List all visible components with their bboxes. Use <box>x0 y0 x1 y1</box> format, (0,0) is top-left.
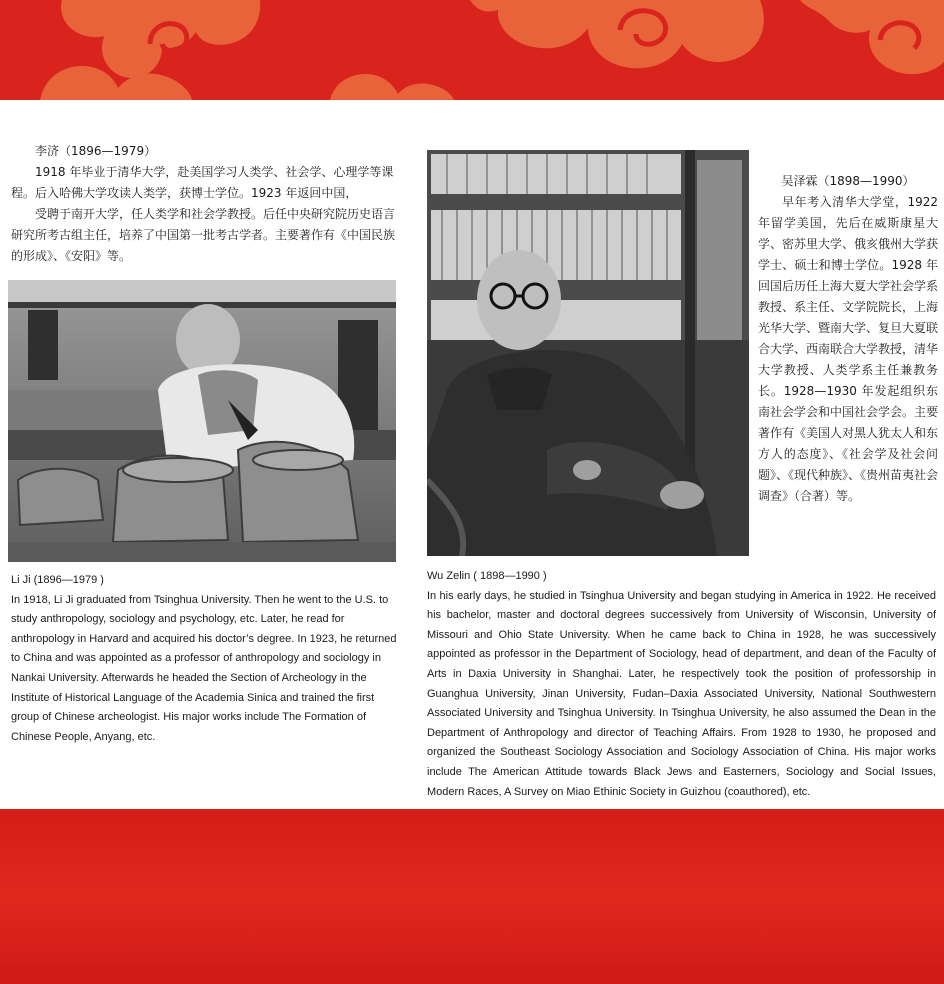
wu-zelin-photo <box>427 150 749 556</box>
li-ji-english-title: Li Ji (1896—1979 ) <box>11 574 104 586</box>
wu-zelin-english-bio <box>427 567 936 802</box>
li-ji-chinese-paragraph-2: 受聘于南开大学，任人类学和社会学教授。后任中央研究院历史语言研究所考古组主任，培养了中国第一批考古学者。主要著作有《中国民族的形成》、《安阳》等。 <box>11 207 396 263</box>
bottom-red-banner <box>0 809 944 984</box>
wu-zelin-english-paragraph: In his early days, he studied in Tsinghua University and began studying in America in 1922. He received his bachelor, master and doctoral degrees successively from University of Wisconsin, University of Missouri and Ohio State University. When he came back to China in 1928, he was successively appointed as professor in the Department of Sociology, head of department, and dean of the Faculty of Arts in Daxia University in Shanghai. Later, he respectively took the position of professorship in Guanghua University, Jinan University, Fudan–Daxia Associated University, National Southwestern Associated University and Tsinghua University. In Tsinghua University, he also assumed the Dean in the Department of Anthropology and director of Teaching Affairs. From 1928 to 1930, he proposed and organized the Southeast Sociology Association and Sociology Association of China. His major works include The American Attitude towards Black Jews and Easterners, Sociology and Social Issues, Modern Races, A Survey on Miao Ethinic Society in Guizhou (coauthored), etc. <box>427 589 936 798</box>
li-ji-chinese-paragraph-1: 1918 年毕业于清华大学，赴美国学习人类学、社会学、心理学等课程。后入哈佛大学攻读人类学，获博士学位。1923 年返回中国， <box>11 165 394 200</box>
li-ji-photo <box>8 280 396 562</box>
li-ji-chinese-title: 李济（1896—1979） <box>35 144 157 158</box>
top-cloud-banner <box>0 0 944 100</box>
wu-zelin-photo-illustration <box>427 150 749 556</box>
wu-zelin-chinese-paragraph: 早年考入清华大学堂，1922 年留学美国，先后在威斯康星大学、密苏里大学、俄亥俄州大学获学士、硕士和博士学位。1928 年回国后历任上海大夏大学社会学系教授、系主任、文学院院长，上海光华大学、暨南大学、复旦大夏联合大学、西南联合大学教授，清华大学教授、人类学系主任兼教务长。1928—1930 年发起组织东南社会学会和中国社会学会。主要著作有《美国人对黑人犹太人和东方人的态度》、《社会学及社会问题》、《现代种族》、《贵州苗夷社会调查》（合著）等。 <box>758 195 939 503</box>
wu-zelin-chinese-title: 吴泽霖（1898—1990） <box>781 174 915 188</box>
li-ji-chinese-bio <box>11 141 401 267</box>
li-ji-photo-illustration <box>8 280 396 562</box>
wu-zelin-chinese-bio <box>758 171 938 507</box>
cloud-pattern-top <box>0 0 944 100</box>
li-ji-english-paragraph: In 1918, Li Ji graduated from Tsinghua University. Then he went to the U.S. to study anthropology, sociology and psychology, etc. Later, he read for anthropology in Harvard and acquired his doctor’s degree. In 1923, he returned to China and was appointed as a professor of anthropology and sociology in Nankai University. Afterwards he headed the Section of Archeology in the Institute of Historical Language of the Academia Sinica and trained the first group of Chinese archeologist. His major works include The Formation of Chinese People, Anyang, etc. <box>11 593 397 743</box>
wu-zelin-english-title: Wu Zelin ( 1898—1990 ) <box>427 570 547 582</box>
li-ji-english-bio <box>11 571 403 747</box>
